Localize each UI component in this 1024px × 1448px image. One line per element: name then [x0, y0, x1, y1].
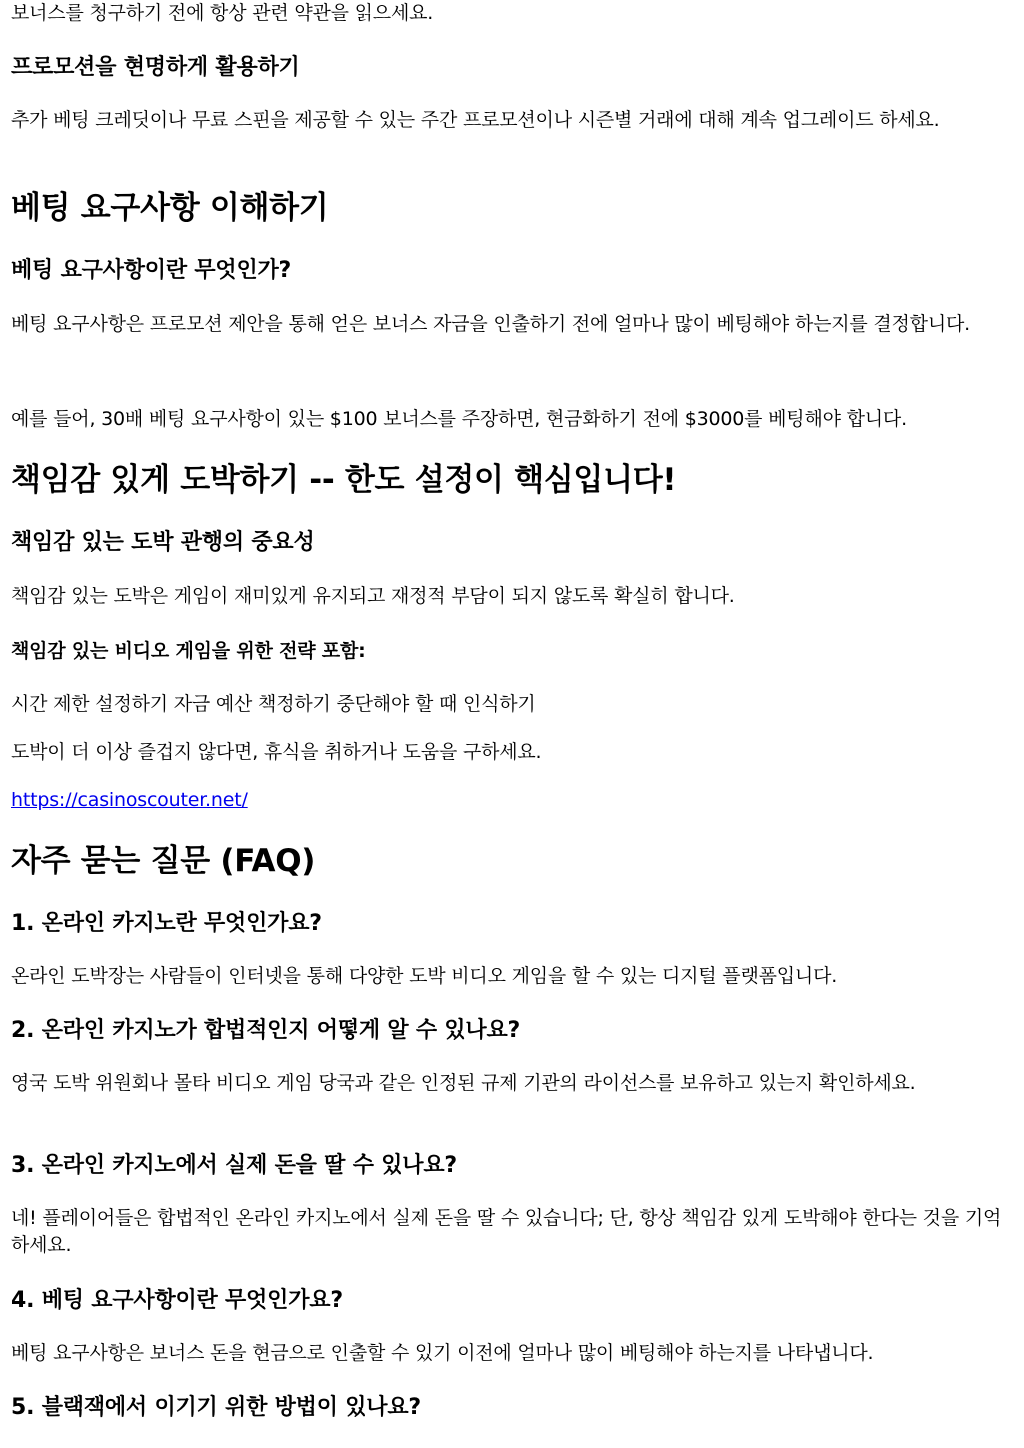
responsible-subheading: 책임감 있는 도박 관행의 중요성 — [11, 530, 315, 555]
casino-link-paragraph — [11, 787, 1010, 814]
wagering-subheading: 베팅 요구사항이란 무엇인가? — [11, 258, 292, 283]
strategies-text: 시간 제한 설정하기 자금 예산 책정하기 중단해야 할 때 인식하기 — [11, 693, 536, 715]
faq-answer: 네! 플레이어들은 합법적인 온라인 카지노에서 실제 돈을 딸 수 있습니다; 단, 항상 책임감 있게 도박해야 한다는 것을 기억하세요. — [11, 1207, 1002, 1256]
casino-link[interactable]: https://casinoscouter.net/ — [11, 789, 248, 811]
wagering-heading: 베팅 요구사항 이해하기 — [11, 190, 329, 226]
wagering-text-1: 베팅 요구사항은 프로모션 제안을 통해 얻은 보너스 자금을 인출하기 전에 얼마나 많이 베팅해야 하는지를 결정합니다. — [11, 313, 970, 335]
promo-heading: 프로모션을 현명하게 활용하기 — [11, 55, 300, 80]
faq-question: 2. 온라인 카지노가 합법적인지 어떻게 알 수 있나요? — [11, 1018, 521, 1043]
strategies-heading: 책임감 있는 비디오 게임을 위한 전략 포함: — [11, 640, 366, 662]
intro-tail-text: 보너스를 청구하기 전에 항상 관련 약관을 읽으세요. — [11, 2, 434, 24]
wagering-text-2: 예를 들어, 30배 베팅 요구사항이 있는 $100 보너스를 주장하면, 현금화하기 전에 $3000를 베팅해야 합니다. — [11, 408, 907, 430]
promo-text: 추가 베팅 크레딧이나 무료 스핀을 제공할 수 있는 주간 프로모션이나 시즌별 거래에 대해 계속 업그레이드 하세요. — [11, 109, 940, 131]
faq-question: 3. 온라인 카지노에서 실제 돈을 딸 수 있나요? — [11, 1153, 457, 1178]
faq-answer: 베팅 요구사항은 보너스 돈을 현금으로 인출할 수 있기 이전에 얼마나 많이 베팅해야 하는지를 나타냅니다. — [11, 1342, 874, 1364]
faq-question: 4. 베팅 요구사항이란 무엇인가요? — [11, 1288, 343, 1313]
responsible-heading: 책임감 있게 도박하기 -- 한도 설정이 핵심입니다! — [11, 462, 677, 498]
faq-question: 5. 블랙잭에서 이기기 위한 방법이 있나요? — [11, 1395, 421, 1420]
responsible-text-2: 도박이 더 이상 즐겁지 않다면, 휴식을 취하거나 도움을 구하세요. — [11, 741, 542, 763]
faq-answer: 영국 도박 위원회나 몰타 비디오 게임 당국과 같은 인정된 규제 기관의 라이선스를 보유하고 있는지 확인하세요. — [11, 1072, 916, 1094]
faq-answer: 온라인 도박장는 사람들이 인터넷을 통해 다양한 도박 비디오 게임을 할 수 있는 디지털 플랫폼입니다. — [11, 965, 838, 987]
faq-heading: 자주 묻는 질문 (FAQ) — [11, 843, 316, 879]
responsible-text-1: 책임감 있는 도박은 게임이 재미있게 유지되고 재정적 부담이 되지 않도록 확실히 합니다. — [11, 585, 735, 607]
faq-question: 1. 온라인 카지노란 무엇인가요? — [11, 911, 322, 936]
